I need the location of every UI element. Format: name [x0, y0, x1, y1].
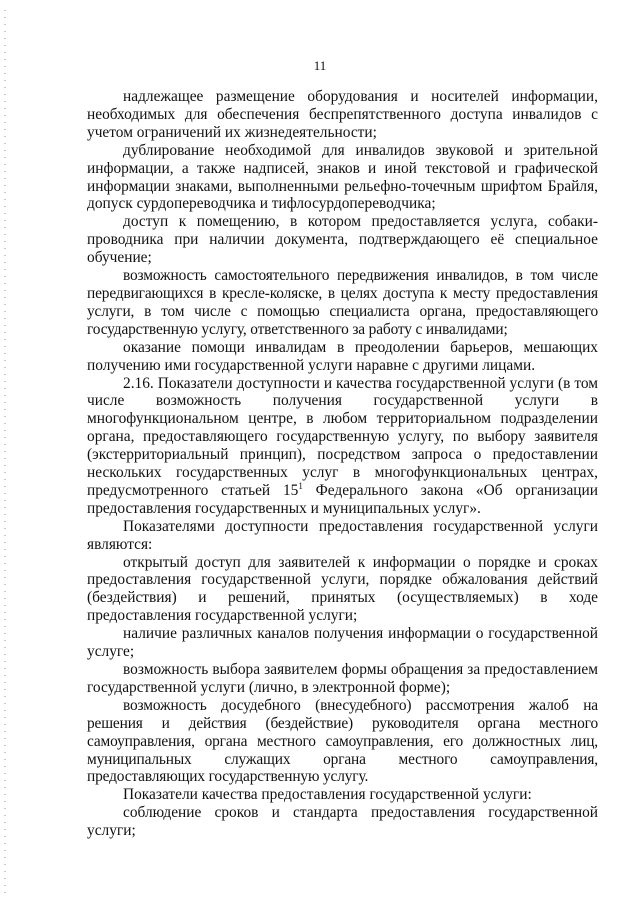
paragraph: соблюдение сроков и стандарта предоставления государственной услуги;: [87, 804, 598, 840]
paragraph: надлежащее размещение оборудования и носителей информации, необходимых для обеспечения беспрепятственного доступа инвалидов с учетом ограничений их жизнедеятельности;: [87, 88, 598, 141]
scan-edge-marks: [4, 10, 6, 895]
paragraph: Показатели качества предоставления государственной услуги:: [123, 786, 532, 804]
paragraph: возможность выбора заявителем формы обращения за предоставлением государственной услуги (лично, в электронной форме);: [87, 661, 598, 696]
document-body: [87, 88, 598, 840]
paragraph: дублирование необходимой для инвалидов звуковой и зрительной информации, а также надписей, знаков и иной текстовой и графической информации знаками, выполненными рельефно-точечным шрифтом Брайля, допуск сурдопереводчика и тифлосурдопереводчика;: [87, 141, 598, 213]
paragraph-text: Федерального закона «Об организации предоставления государственных и муниципальных услуг».: [87, 481, 598, 517]
paragraph: возможность самостоятельного передвижения инвалидов, в том числе передвигающихся в кресле-коляске, в целях доступа к месту предоставления услуги, в том числе с помощью специалиста органа, предоставляющего государственную услугу, ответственного за работу с инвалидами;: [87, 267, 598, 338]
page-number: 11: [313, 58, 327, 73]
paragraph: Показателями доступности предоставления государственной услуги являются:: [87, 517, 598, 553]
paragraph: оказание помощи инвалидам в преодолении барьеров, мешающих получению ими государственной услуги наравне с другими лицами.: [87, 338, 598, 374]
paragraph: возможность досудебного (внесудебного) рассмотрения жалоб на решения и действия (бездействие) руководителя органа местного самоуправления, органа местного самоуправления, его должностных лиц, муниципальных служащих органа местного самоуправления, предоставляющих государственную услугу.: [87, 696, 598, 786]
paragraph: доступ к помещению, в котором предоставляется услуга, собаки-проводника при наличии документа, подтверждающего её специальное обучение;: [87, 213, 598, 267]
paragraph-text: 2.16. Показатели доступности и качества государственной услуги (в том числе возможность получения государственной услуги в многофункциональном центре, в любом территориальном подразделении органа, предоставляющего государственную услугу, по выбору заявителя (экстерриториальный принцип), посредством запроса о предоставлении нескольких государственных услуг в многофункциональных центрах, предусмотренного статьей 15: [87, 374, 598, 499]
paragraph-section-2-16: [87, 375, 598, 518]
paragraph: наличие различных каналов получения информации о государственной услуге;: [87, 625, 598, 661]
paragraph: открытый доступ для заявителей к информации о порядке и сроках предоставления государственной услуги, порядке обжалования действий (бездействия) и решений, принятых (осуществляемых) в ходе предоставления государственной услуги;: [87, 553, 598, 625]
article-superscript: 1: [298, 480, 303, 491]
